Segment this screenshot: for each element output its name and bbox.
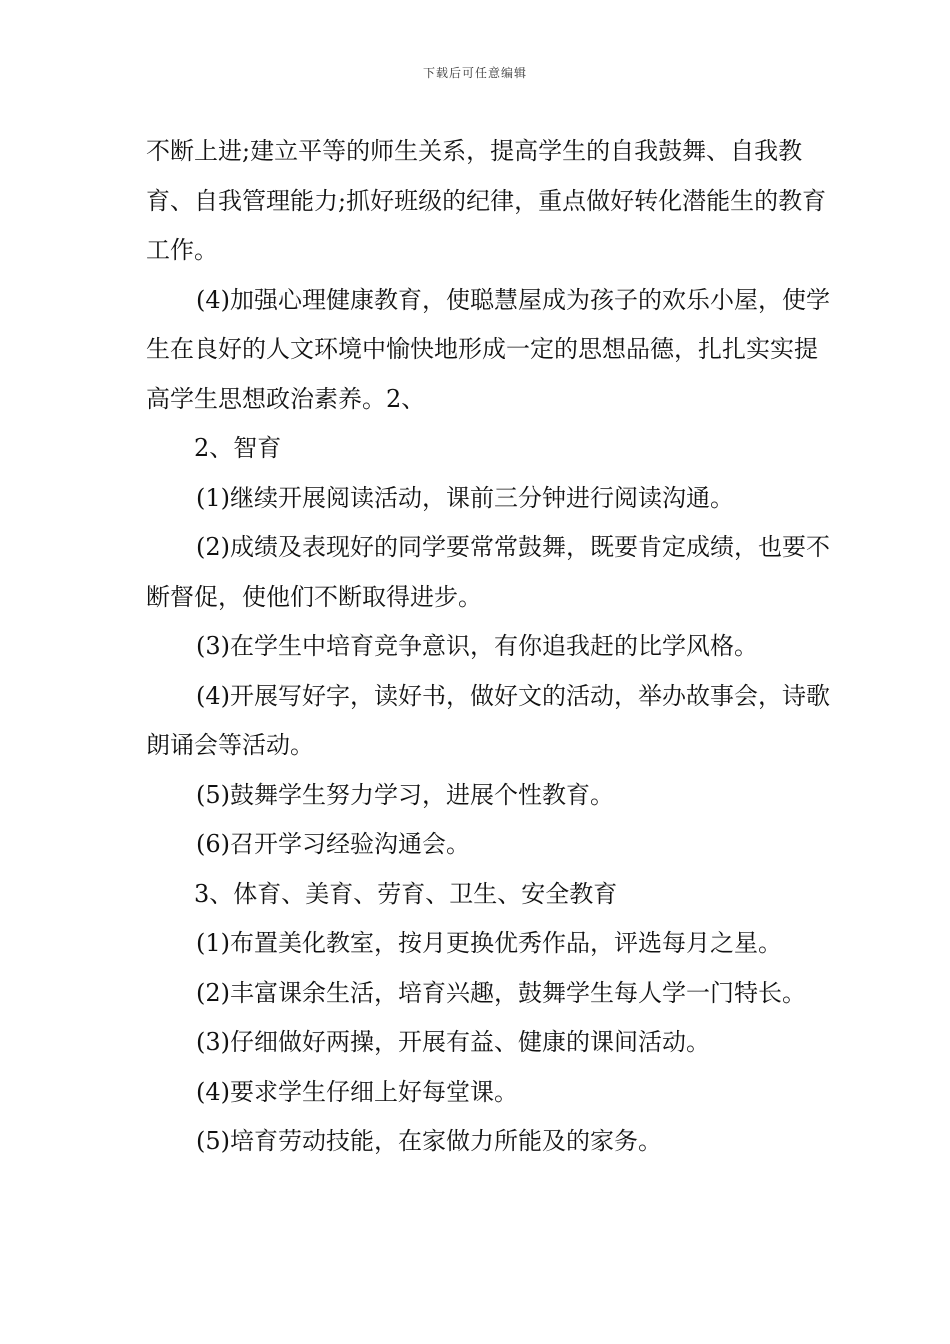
paragraph: (3)仔细做好两操，开展有益、健康的课间活动。 <box>196 1028 710 1056</box>
page-header-note: 下载后可任意编辑 <box>422 66 527 80</box>
paragraph: (5)鼓舞学生努力学习，进展个性教育。 <box>196 780 614 809</box>
paragraph: (1)布置美化教室，按月更换优秀作品，评选每月之星。 <box>196 929 782 957</box>
paragraph: (6)召开学习经验沟通会。 <box>196 830 470 858</box>
paragraph: 不断上进;建立平等的师生关系，提高学生的自我鼓舞、自我教育、自我管理能力;抓好班级的纪律，重点做好转化潜能生的教育工作。 <box>146 137 827 264</box>
paragraph: (4)要求学生仔细上好每堂课。 <box>196 1077 518 1106</box>
paragraph: (5)培育劳动技能，在家做力所能及的家务。 <box>196 1127 662 1155</box>
paragraph: (1)继续开展阅读活动，课前三分钟进行阅读沟通。 <box>196 483 734 512</box>
paragraph: (4)加强心理健康教育，使聪慧屋成为孩子的欢乐小屋，使学生在良好的人文环境中愉快地形成一定的思想品德，扎扎实实提高学生思想政治素养。2、 <box>146 285 830 413</box>
paragraph: (2)成绩及表现好的同学要常常鼓舞，既要肯定成绩，也要不断督促，使他们不断取得进步。 <box>146 533 830 611</box>
document-body <box>146 127 836 1167</box>
paragraph: (2)丰富课余生活，培育兴趣，鼓舞学生每人学一门特长。 <box>196 978 806 1007</box>
paragraph: (4)开展写好字，读好书，做好文的活动，举办故事会，诗歌朗诵会等活动。 <box>146 681 830 759</box>
section-heading: 2、智育 <box>194 434 282 462</box>
paragraph: (3)在学生中培育竞争意识，有你追我赶的比学风格。 <box>196 632 758 660</box>
section-heading: 3、体育、美育、劳育、卫生、安全教育 <box>194 879 618 908</box>
